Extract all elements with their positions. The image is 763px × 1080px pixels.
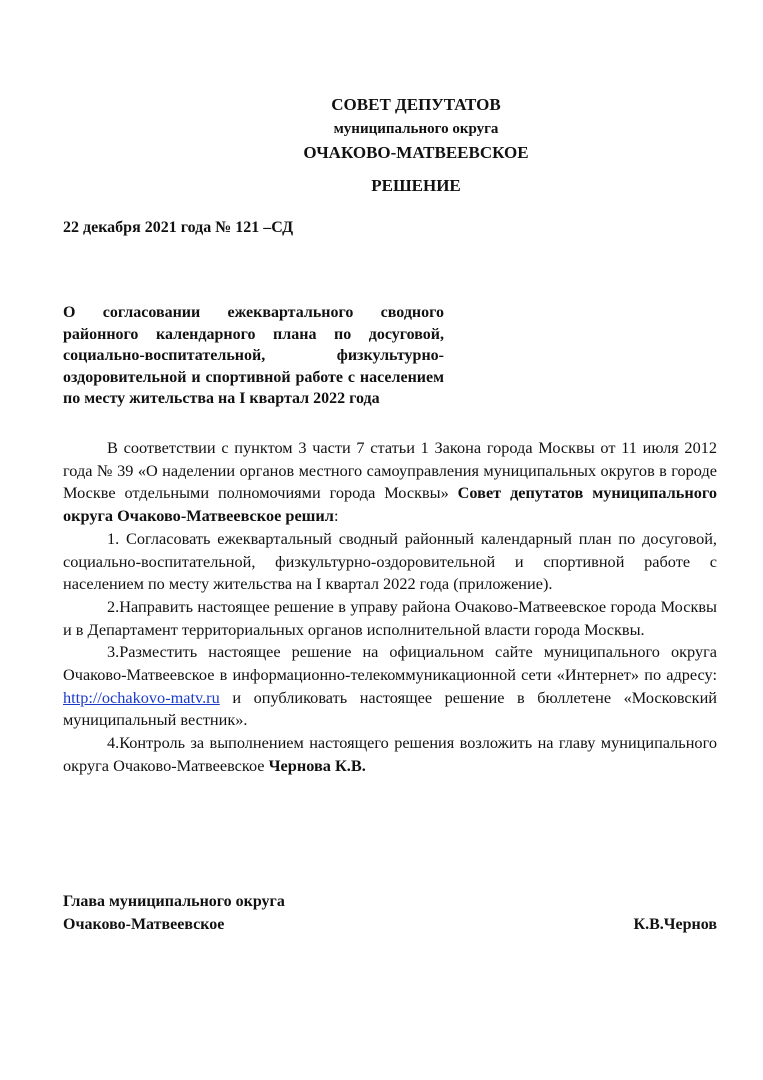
signature-title-line2: Очаково-Матвеевское: [63, 916, 225, 933]
header-district-type: муниципального округа: [333, 121, 499, 137]
header-council: СОВЕТ ДЕПУТАТОВ: [331, 95, 501, 114]
decision-title: РЕШЕНИЕ: [371, 176, 461, 195]
item-3-text-start: 3.Разместить настоящее решение на официальном сайте муниципального округа Очаково-Матвеевское в информационно-телекоммуникационной сети «Интернет» по адресу:: [63, 642, 717, 685]
preamble-paragraph: [63, 437, 717, 528]
item-4-text: 4.Контроль за выполнением настоящего решения возложить на главу муниципального округа Очаково-Матвеевское: [63, 733, 717, 775]
item-2: 2.Направить настоящее решение в управу района Очаково-Матвеевское города Москвы и в Департамент территориальных органов исполнительной власти города Москвы.: [63, 596, 717, 639]
preamble-text: В соответствии с пунктом 3 части 7 статьи 1 Закона города Москвы от 11 июля 2012 года № 39 «О наделении органов местного самоуправления муниципальных округов в городе Москве отдельными полномочиями города Москвы»: [63, 438, 717, 503]
decision-body: [63, 437, 717, 778]
document-header: [0, 93, 763, 165]
decision-subject: О согласовании ежеквартального сводного районного календарного плана по досуговой, социально-воспитательной, физкультурно-оздоровительной и спортивной работе с населением по месту жительства на I квартал 2022 года: [63, 304, 444, 407]
header-district-name: ОЧАКОВО-МАТВЕЕВСКОЕ: [303, 143, 529, 162]
item-3-text-end: и опубликовать настоящее решение в бюллетене «Московский муниципальный вестник».: [63, 687, 717, 730]
preamble-colon: :: [333, 506, 339, 526]
item-1: 1. Согласовать ежеквартальный сводный районный календарный план по досуговой, социально-воспитательной, физкультурно-оздоровительной и спортивной работе с населением по месту жительства на I квартал 2022 года (приложение).: [63, 528, 717, 594]
signature-name: К.В.Чернов: [633, 916, 717, 933]
item-4-head-name: Чернова К.В.: [268, 755, 366, 775]
preamble-council-decided: Совет депутатов муниципального округа Очаково-Матвеевское решил: [63, 483, 718, 526]
signature-title-line1: Глава муниципального округа: [63, 893, 285, 910]
decision-date-number: 22 декабря 2021 года № 121 –СД: [63, 219, 294, 236]
item-4: [63, 732, 717, 777]
item-3: [63, 641, 717, 732]
signature-block: [63, 890, 717, 936]
website-link[interactable]: http://ochakovo-matv.ru: [63, 687, 220, 707]
